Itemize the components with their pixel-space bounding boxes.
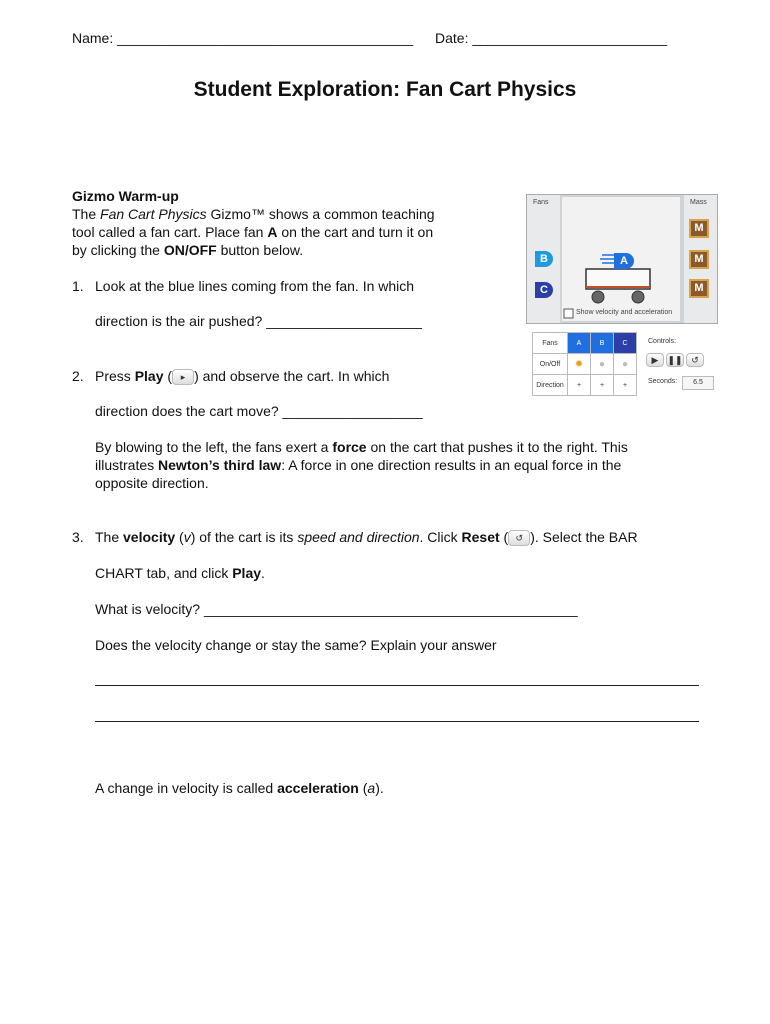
q3-text: . <box>261 565 265 581</box>
fans-panel-label: Fans <box>533 199 549 206</box>
show-velocity-checkbox-label[interactable]: Show velocity and acceleration <box>576 309 673 316</box>
accel-text: A change in velocity is called <box>95 780 278 796</box>
onoff-ref: ON/OFF <box>163 242 217 258</box>
warmup-text: button below. <box>216 242 304 258</box>
date-label: Date: <box>435 30 473 46</box>
mass-block-icon[interactable]: M <box>689 279 709 298</box>
name-field[interactable] <box>72 30 413 46</box>
question-1-number: 1. <box>72 278 84 294</box>
mass-block-icon[interactable]: M <box>689 219 709 238</box>
question-3-text <box>95 528 638 546</box>
fan-b-direction-button[interactable]: + <box>591 375 614 396</box>
accel-text: ). <box>375 780 384 796</box>
gizmo-simulation <box>526 194 718 324</box>
name-label: Name: <box>72 30 118 46</box>
fan-c-column: C <box>614 333 637 354</box>
acceleration-sentence <box>95 779 384 797</box>
q3-text: ) of the cart is its <box>190 529 298 545</box>
velocity-prompt: What is velocity? <box>95 601 204 617</box>
fans-panel <box>527 195 560 323</box>
play-ref: Play <box>232 565 262 581</box>
seconds-label: Seconds: <box>648 378 678 385</box>
q3-text: . Click <box>419 529 462 545</box>
fans-column-header: Fans <box>533 333 568 354</box>
fan-c-icon[interactable]: C <box>535 282 553 298</box>
explain-text: : A force in one direction results in an equal force in the <box>281 457 622 473</box>
answer-line-1[interactable] <box>95 685 699 686</box>
question-3-number: 3. <box>72 529 84 545</box>
direction-row-label: Direction <box>533 375 568 396</box>
fan-control-table <box>532 332 637 396</box>
question-1-prompt: direction is the air pushed? <box>95 313 267 329</box>
speed-direction-term: speed and direction <box>297 529 420 545</box>
play-ref: Play <box>134 368 164 384</box>
warmup-text: The <box>72 206 101 222</box>
explanation-paragraph <box>95 438 705 492</box>
answer-blank[interactable]: __________________ <box>282 403 423 419</box>
q3-text: ( <box>175 529 184 545</box>
explain-text: illustrates <box>95 457 159 473</box>
fan-c-direction-button[interactable]: + <box>614 375 637 396</box>
question-2-prompt: direction does the cart move? <box>95 403 283 419</box>
fan-a-direction-button[interactable]: + <box>568 375 591 396</box>
gizmo-name: Fan Cart Physics <box>100 206 207 222</box>
explain-prompt: Does the velocity change or stay the same? Explain your answer <box>95 637 497 653</box>
explain-text: opposite direction. <box>95 475 209 491</box>
warmup-text: Gizmo™ shows a common teaching <box>206 206 435 222</box>
fan-c-onoff-button[interactable] <box>614 354 637 375</box>
mass-block-icon[interactable]: M <box>689 250 709 269</box>
playback-controls <box>646 353 704 367</box>
off-dot-icon: ● <box>598 358 606 370</box>
question-2-number: 2. <box>72 368 84 384</box>
play-button[interactable]: ▶ <box>646 353 664 367</box>
q2-text: ( <box>163 368 173 384</box>
pause-button[interactable]: ❚❚ <box>667 355 683 365</box>
question-2-answer[interactable] <box>95 402 423 420</box>
accel-text: ( <box>358 780 368 796</box>
fan-b-icon[interactable]: B <box>535 251 553 267</box>
acceleration-term: acceleration <box>277 780 359 796</box>
fan-a-icon[interactable]: A <box>614 253 634 269</box>
warmup-heading: Gizmo Warm-up <box>72 188 179 204</box>
velocity-answer[interactable] <box>95 600 578 618</box>
q3-text: CHART tab, and click <box>95 565 233 581</box>
answer-line-2[interactable] <box>95 721 699 722</box>
question-2-text <box>95 367 389 385</box>
date-field[interactable] <box>435 30 667 46</box>
cart-stage <box>562 197 680 321</box>
mass-panel-label: Mass <box>690 199 707 206</box>
q2-text: ) and observe the cart. In which <box>194 368 390 384</box>
question-3-line2 <box>95 564 265 582</box>
question-1-text: Look at the blue lines coming from the fan. In which <box>95 278 415 294</box>
name-blank[interactable]: ______________________________________ <box>117 30 413 46</box>
fan-a-onoff-button[interactable] <box>568 354 591 375</box>
warmup-section <box>72 187 492 259</box>
off-dot-icon: ● <box>621 358 629 370</box>
newton-term: Newton’s third law <box>158 457 282 473</box>
page-title: Student Exploration: Fan Cart Physics <box>193 78 577 101</box>
explain-text: By blowing to the left, the fans exert a <box>95 439 333 455</box>
answer-blank[interactable]: ____________________ <box>266 313 422 329</box>
seconds-readout: 6.5 <box>682 376 714 390</box>
warmup-text: on the cart and turn it on <box>277 224 434 240</box>
play-icon: ▸ <box>172 369 194 385</box>
fan-b-column: B <box>591 333 614 354</box>
velocity-term: velocity <box>123 529 176 545</box>
onoff-row-label: On/Off <box>533 354 568 375</box>
warmup-text: by clicking the <box>72 242 164 258</box>
answer-blank[interactable]: ________________________________________________ <box>203 601 578 617</box>
fan-a-column: A <box>568 333 591 354</box>
a-symbol: a <box>367 780 376 796</box>
q3-text: ( <box>499 529 509 545</box>
controls-label: Controls: <box>648 338 677 345</box>
reset-button[interactable]: ↺ <box>686 353 704 367</box>
question-1-answer[interactable] <box>95 312 422 330</box>
q3-text: ). Select the BAR <box>530 529 638 545</box>
gizmo-controls <box>532 332 716 396</box>
mass-panel <box>684 195 717 323</box>
date-blank[interactable]: _________________________ <box>472 30 668 46</box>
warmup-text: tool called a fan cart. Place fan <box>72 224 268 240</box>
sun-icon: ✹ <box>574 358 584 370</box>
q2-text: Press <box>95 368 135 384</box>
explain-text: on the cart that pushes it to the right. This <box>366 439 628 455</box>
reset-icon: ↺ <box>508 530 530 546</box>
q3-text: The <box>95 529 124 545</box>
v-symbol: v <box>183 529 191 545</box>
force-term: force <box>332 439 367 455</box>
reset-ref: Reset <box>461 529 500 545</box>
fan-a-ref: A <box>267 224 278 240</box>
fan-b-onoff-button[interactable] <box>591 354 614 375</box>
